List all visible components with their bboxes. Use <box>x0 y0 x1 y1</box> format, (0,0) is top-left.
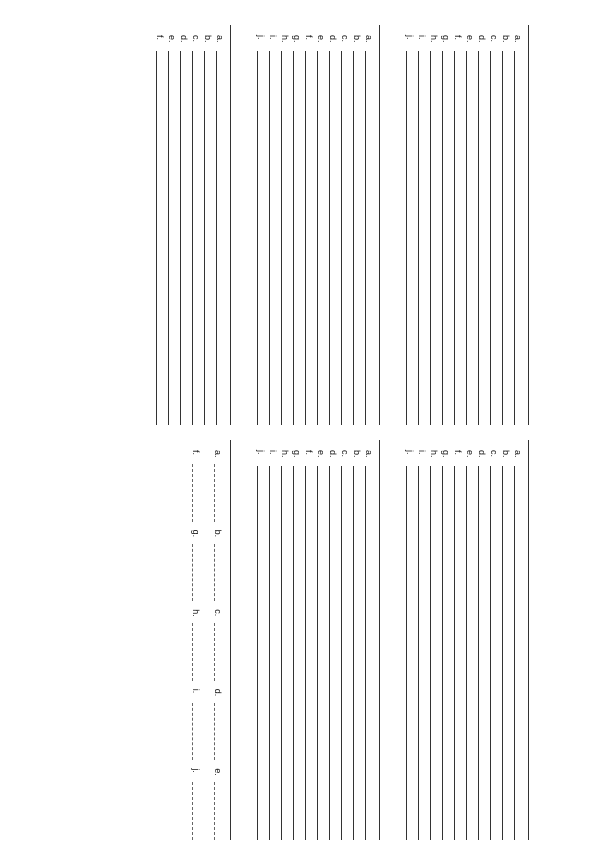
exercise-item <box>291 35 303 425</box>
exercise-item <box>464 450 476 840</box>
exercise-item <box>363 35 375 425</box>
exercise-item <box>500 450 512 840</box>
answer-cell[interactable] <box>190 768 202 840</box>
item-letter: g. <box>191 529 201 538</box>
item-letter: e. <box>465 35 475 43</box>
item-letter: b. <box>352 35 362 43</box>
item-letter: j. <box>405 450 415 455</box>
exercise-item <box>452 35 464 425</box>
item-letter: g. <box>441 35 451 43</box>
exercise-item <box>291 450 303 840</box>
exercise-item <box>255 35 267 425</box>
item-letter: j. <box>191 768 201 773</box>
item-letter: c. <box>340 35 350 43</box>
exercise-item <box>339 450 351 840</box>
exercise-item <box>178 35 190 425</box>
exercise-item <box>315 450 327 840</box>
exercise-instruction <box>528 440 539 840</box>
item-letter: h. <box>429 450 439 458</box>
exercise-item <box>452 450 464 840</box>
exercise-2 <box>255 25 390 425</box>
item-letter: a. <box>513 450 523 458</box>
exercise-item <box>154 35 166 425</box>
item-letter: e. <box>167 35 177 43</box>
item-letter: e. <box>316 35 326 43</box>
item-letter: i. <box>268 35 278 40</box>
item-letter: c. <box>489 35 499 43</box>
item-letter: h. <box>429 35 439 43</box>
exercise-item <box>512 35 524 425</box>
item-letter: h. <box>280 35 290 43</box>
item-letter: j. <box>405 35 415 40</box>
exercise-item <box>416 35 428 425</box>
exercise-item <box>416 450 428 840</box>
item-letter: b. <box>203 35 213 43</box>
answer-cell[interactable] <box>190 530 202 602</box>
item-letter: d. <box>477 450 487 458</box>
exercise-5 <box>255 440 390 840</box>
answer-cell[interactable] <box>190 450 202 522</box>
right-column <box>176 440 540 840</box>
exercise-item <box>339 35 351 425</box>
exercise-item <box>279 35 291 425</box>
item-letter: e. <box>213 768 223 776</box>
item-letter: f. <box>453 450 463 456</box>
item-letter: a. <box>513 35 523 43</box>
exercise-item <box>327 35 339 425</box>
exercise-item <box>404 35 416 425</box>
exercise-item <box>303 450 315 840</box>
item-letter: i. <box>268 450 278 455</box>
item-letter: e. <box>465 450 475 458</box>
item-letter: b. <box>501 35 511 43</box>
exercise-3 <box>154 25 241 425</box>
answer-cell[interactable] <box>190 689 202 761</box>
exercise-instruction <box>230 25 241 425</box>
answer-cell[interactable] <box>190 609 202 681</box>
item-letter: a. <box>213 450 223 458</box>
item-letter: g. <box>292 35 302 43</box>
item-letter: i. <box>191 688 201 694</box>
exercise-item <box>464 35 476 425</box>
exercise-instruction <box>230 440 241 840</box>
exercise-item <box>255 450 267 840</box>
exercise-item <box>351 35 363 425</box>
exercise-4 <box>404 440 539 840</box>
exercise-item <box>363 450 375 840</box>
exercise-item <box>404 450 416 840</box>
exercise-item <box>488 35 500 425</box>
answer-cell[interactable] <box>212 530 224 602</box>
exercise-item <box>488 450 500 840</box>
exercise-item <box>476 35 488 425</box>
item-letter: c. <box>489 450 499 458</box>
left-column <box>140 25 540 425</box>
item-letter: f. <box>304 35 314 41</box>
item-letter: a. <box>364 35 374 43</box>
item-letter: d. <box>328 450 338 458</box>
item-letter: a. <box>364 450 374 458</box>
exercise-instruction <box>528 25 539 425</box>
item-letter: i. <box>417 35 427 40</box>
exercise-item <box>428 35 440 425</box>
item-letter: i. <box>417 450 427 455</box>
item-letter: f. <box>453 35 463 41</box>
exercise-item <box>351 450 363 840</box>
exercise-item <box>267 35 279 425</box>
item-letter: d. <box>328 35 338 43</box>
answer-cell[interactable] <box>212 609 224 681</box>
item-letter: j. <box>256 450 266 455</box>
answer-cell[interactable] <box>212 689 224 761</box>
item-letter: f. <box>191 450 201 456</box>
item-letter: e. <box>316 450 326 458</box>
item-letter: c. <box>213 609 223 617</box>
exercise-item <box>303 35 315 425</box>
item-letter: d. <box>477 35 487 43</box>
item-letter: g. <box>292 450 302 458</box>
exercise-item <box>440 35 452 425</box>
exercise-item <box>315 35 327 425</box>
answer-grid <box>190 450 224 840</box>
item-letter: f. <box>155 35 165 41</box>
item-letter: a. <box>215 35 225 43</box>
exercise-item <box>440 450 452 840</box>
item-letter: f. <box>304 450 314 456</box>
answer-cell[interactable] <box>212 450 224 522</box>
item-letter: b. <box>501 450 511 458</box>
item-letter: d. <box>179 35 189 43</box>
exercise-item <box>166 35 178 425</box>
item-letter: b. <box>352 450 362 458</box>
exercise-item <box>327 450 339 840</box>
item-letter: c. <box>191 35 201 43</box>
answer-cell[interactable] <box>212 768 224 840</box>
exercise-item <box>500 35 512 425</box>
item-letter: h. <box>280 450 290 458</box>
exercise-item <box>214 35 226 425</box>
exercise-item <box>190 35 202 425</box>
exercise-instruction <box>379 440 390 840</box>
exercise-1 <box>404 25 539 425</box>
exercise-item <box>202 35 214 425</box>
item-letter: j. <box>256 35 266 40</box>
item-letter: h. <box>191 609 201 617</box>
exercise-item <box>267 450 279 840</box>
item-letter: b. <box>213 529 223 538</box>
exercise-6 <box>190 440 241 840</box>
item-letter: g. <box>441 450 451 458</box>
item-letter: c. <box>340 450 350 458</box>
exercise-item <box>476 450 488 840</box>
exercise-item <box>279 450 291 840</box>
exercise-item <box>512 450 524 840</box>
item-letter: d. <box>213 688 223 697</box>
exercise-item <box>428 450 440 840</box>
exercise-instruction <box>379 25 390 425</box>
